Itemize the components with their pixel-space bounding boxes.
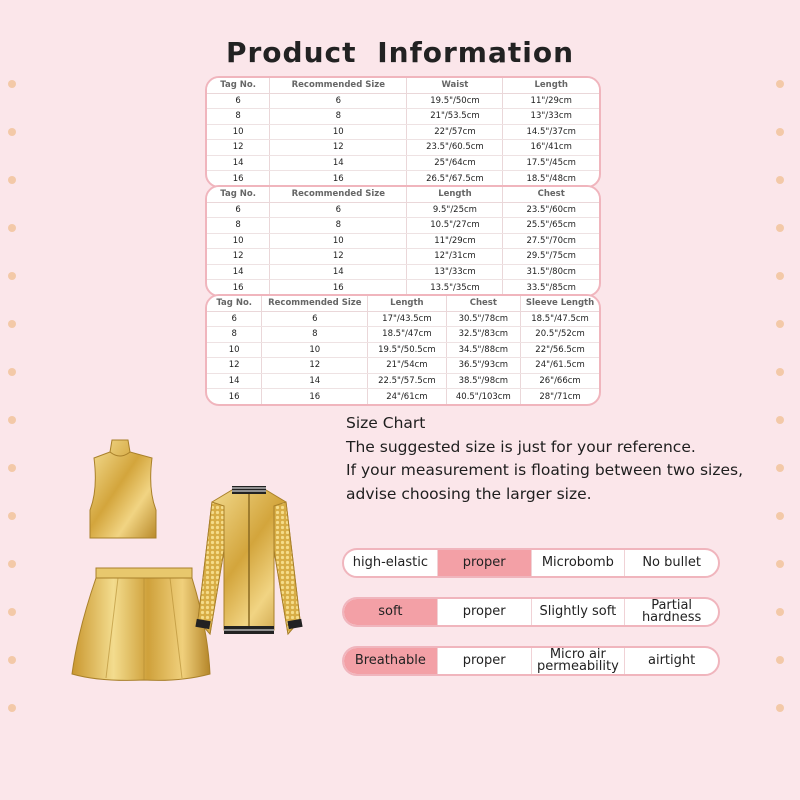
table-cell: 10 <box>207 233 270 249</box>
notes-line: If your measurement is floating between two sizes, <box>346 461 743 479</box>
table-cell: 12 <box>207 249 270 265</box>
decorative-dot <box>8 368 16 376</box>
table-cell: 25.5"/65cm <box>503 218 599 234</box>
table-cell: 14 <box>207 155 270 171</box>
column-header: Tag No. <box>207 78 270 93</box>
table-cell: 16 <box>207 171 270 187</box>
table-cell: 18.5"/47cm <box>368 327 446 343</box>
size-table-skirt <box>205 76 601 188</box>
table-cell: 14 <box>262 373 368 389</box>
table-cell: 16 <box>207 389 262 405</box>
attribute-cell: Partial hardness <box>641 598 702 625</box>
table-cell: 6 <box>207 202 270 218</box>
attribute-cell: proper <box>438 648 532 674</box>
decorative-dot <box>8 656 16 664</box>
decorative-dot <box>776 176 784 184</box>
table-cell: 9.5"/25cm <box>407 202 503 218</box>
table-cell: 12"/31cm <box>407 249 503 265</box>
table-cell: 33.5"/85cm <box>526 282 576 293</box>
table-cell: 13"/33cm <box>407 264 503 280</box>
decorative-dot <box>776 224 784 232</box>
table-cell: 38.5"/98cm <box>446 373 520 389</box>
table-row <box>207 311 599 327</box>
table-cell: 14 <box>207 264 270 280</box>
table-row <box>207 124 599 140</box>
table-row <box>207 93 599 109</box>
attribute-cell-selected: proper <box>438 550 532 576</box>
table-cell: 18.5"/47.5cm <box>521 311 599 327</box>
table-cell: 16"/41cm <box>503 140 599 156</box>
page-title: Product Information <box>225 36 575 69</box>
table-cell: 10 <box>207 124 270 140</box>
table-cell: 36.5"/93cm <box>446 358 520 374</box>
left-dot-column <box>8 80 20 740</box>
table-row <box>207 264 599 280</box>
table-cell: 6 <box>262 311 368 327</box>
decorative-dot <box>8 272 16 280</box>
table-cell: 34.5"/88cm <box>446 342 520 358</box>
table-row <box>207 358 599 374</box>
table-cell: 29.5"/75cm <box>503 249 599 265</box>
column-header: Length <box>503 78 599 93</box>
decorative-dot <box>8 512 16 520</box>
decorative-dot <box>776 512 784 520</box>
table-cell: 8 <box>207 218 270 234</box>
table-row <box>207 109 599 125</box>
table-row <box>207 171 599 187</box>
table-cell: 10 <box>262 342 368 358</box>
table-row <box>207 327 599 343</box>
table-row <box>207 233 599 249</box>
right-dot-column <box>776 80 788 740</box>
size-table-jacket <box>205 294 601 406</box>
table-header-row <box>207 187 599 202</box>
table-cell: 25"/64cm <box>407 155 503 171</box>
table-row <box>207 280 599 296</box>
table-cell: 12 <box>270 249 407 265</box>
table-cell: 14 <box>270 155 407 171</box>
column-header: Chest <box>503 187 599 202</box>
jacket-icon <box>195 486 302 634</box>
table-cell: 17"/43.5cm <box>368 311 446 327</box>
table-cell: 22"/57cm <box>407 124 503 140</box>
table-cell: 28"/71cm <box>539 391 581 402</box>
table-cell: 16 <box>262 389 368 405</box>
table-cell: 22.5"/57.5cm <box>368 373 446 389</box>
table-header-row <box>207 296 599 311</box>
table-cell: 30.5"/78cm <box>446 311 520 327</box>
table-cell: 12 <box>270 140 407 156</box>
product-illustration <box>60 430 330 720</box>
table-row <box>207 249 599 265</box>
table-cell: 6 <box>270 93 407 109</box>
table-row <box>207 140 599 156</box>
attribute-cell: high-elastic <box>344 550 438 576</box>
table-cell: 11"/29cm <box>407 233 503 249</box>
table-cell: 26"/66cm <box>521 373 599 389</box>
decorative-dot <box>8 560 16 568</box>
table-cell: 31.5"/80cm <box>503 264 599 280</box>
column-header: Length <box>368 296 446 311</box>
table-cell: 12 <box>207 358 262 374</box>
table-cell: 16 <box>207 280 270 296</box>
attribute-cell: Microbomb <box>532 550 626 576</box>
column-header: Recommended Size <box>262 296 368 311</box>
table-cell: 8 <box>270 218 407 234</box>
table-cell: 23.5"/60.5cm <box>407 140 503 156</box>
table-cell: 11"/29cm <box>503 93 599 109</box>
table-cell: 14 <box>270 264 407 280</box>
column-header: Length <box>407 187 503 202</box>
decorative-dot <box>776 656 784 664</box>
decorative-dot <box>776 368 784 376</box>
table-cell: 10 <box>270 233 407 249</box>
column-header: Waist <box>407 78 503 93</box>
table-cell: 19.5"/50.5cm <box>368 342 446 358</box>
table-cell: 16 <box>270 280 407 296</box>
attribute-cell-selected: soft <box>344 599 438 625</box>
table-cell: 8 <box>207 327 262 343</box>
attribute-row <box>342 548 720 578</box>
table-cell: 8 <box>262 327 368 343</box>
table-cell: 8 <box>270 109 407 125</box>
decorative-dot <box>8 416 16 424</box>
table-header-row <box>207 78 599 93</box>
table-cell: 10 <box>270 124 407 140</box>
table-cell: 32.5"/83cm <box>446 327 520 343</box>
column-header: Chest <box>446 296 520 311</box>
table-cell: 16 <box>270 171 407 187</box>
attribute-cell-selected: Breathable <box>344 648 438 674</box>
skirt-icon <box>72 568 210 680</box>
decorative-dot <box>776 128 784 136</box>
size-table-top <box>205 185 601 297</box>
table-cell: 27.5"/70cm <box>503 233 599 249</box>
notes-line: The suggested size is just for your reference. <box>346 437 696 456</box>
decorative-dot <box>776 80 784 88</box>
table-cell: 18.5"/48cm <box>526 173 576 184</box>
table-cell: 17.5"/45cm <box>503 155 599 171</box>
table-cell: 14.5"/37cm <box>503 124 599 140</box>
attribute-row <box>342 597 720 627</box>
column-header: Tag No. <box>207 296 262 311</box>
size-chart-notes <box>346 412 786 506</box>
attribute-row <box>342 646 720 676</box>
crop-top-icon <box>90 440 156 538</box>
attribute-cell: Slightly soft <box>532 599 626 625</box>
decorative-dot <box>8 176 16 184</box>
table-cell: 10 <box>207 342 262 358</box>
table-row <box>207 342 599 358</box>
decorative-dot <box>776 560 784 568</box>
table-cell: 6 <box>270 202 407 218</box>
table-cell: 12 <box>207 140 270 156</box>
table-cell: 21"/54cm <box>368 358 446 374</box>
decorative-dot <box>776 608 784 616</box>
column-header: Recommended Size <box>270 78 407 93</box>
table-cell: 21"/53.5cm <box>407 109 503 125</box>
decorative-dot <box>776 320 784 328</box>
table-row <box>207 155 599 171</box>
column-header: Sleeve Length <box>521 296 599 311</box>
table-cell: 12 <box>262 358 368 374</box>
table-cell: 23.5"/60cm <box>503 202 599 218</box>
decorative-dot <box>8 128 16 136</box>
decorative-dot <box>8 224 16 232</box>
table-cell: 8 <box>207 109 270 125</box>
table-row <box>207 218 599 234</box>
table-row <box>207 202 599 218</box>
column-header: Recommended Size <box>270 187 407 202</box>
table-cell: 26.5"/67.5cm <box>407 171 503 187</box>
table-cell: 14 <box>207 373 262 389</box>
decorative-dot <box>776 704 784 712</box>
table-row <box>207 373 599 389</box>
table-cell: 24"/61.5cm <box>521 358 599 374</box>
column-header: Tag No. <box>207 187 270 202</box>
table-row <box>207 389 599 405</box>
table-cell: 13"/33cm <box>503 109 599 125</box>
notes-heading: Size Chart <box>346 414 426 432</box>
attribute-cell: No bullet <box>642 555 701 570</box>
table-cell: 24"/61cm <box>368 389 446 405</box>
table-cell: 13.5"/35cm <box>407 280 503 296</box>
decorative-dot <box>776 272 784 280</box>
attribute-cell: airtight <box>648 653 696 668</box>
table-cell: 20.5"/52cm <box>521 327 599 343</box>
attribute-cell: Micro air permeability <box>532 648 626 674</box>
notes-line: advise choosing the larger size. <box>346 484 592 503</box>
decorative-dot <box>8 320 16 328</box>
table-cell: 19.5"/50cm <box>407 93 503 109</box>
attribute-cell: proper <box>438 599 532 625</box>
table-cell: 6 <box>207 311 262 327</box>
decorative-dot <box>8 608 16 616</box>
table-cell: 22"/56.5cm <box>521 342 599 358</box>
decorative-dot <box>8 464 16 472</box>
decorative-dot <box>8 704 16 712</box>
decorative-dot <box>8 80 16 88</box>
table-cell: 6 <box>207 93 270 109</box>
table-cell: 10.5"/27cm <box>407 218 503 234</box>
table-cell: 40.5"/103cm <box>446 389 520 405</box>
